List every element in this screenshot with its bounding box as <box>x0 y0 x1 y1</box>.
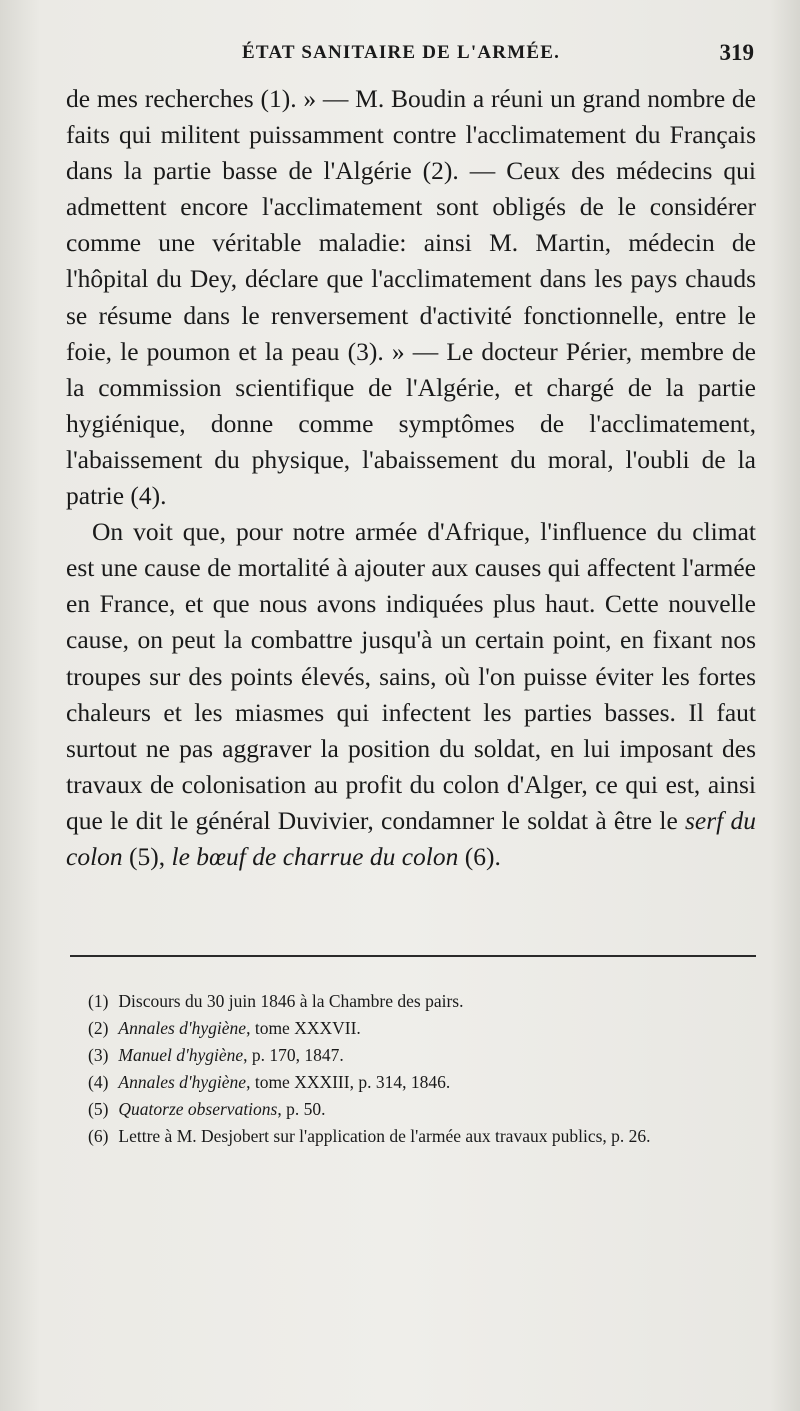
italic-phrase-serf: serf du colon <box>66 805 756 871</box>
paragraph-2 <box>66 514 756 875</box>
italic-phrase-boeuf: le bœuf de charrue du colon <box>171 841 459 871</box>
footnote-number: (4) <box>88 1072 109 1092</box>
footnote-title: Quatorze observations <box>118 1099 278 1119</box>
paragraph-1: de mes recherches (1). » — M. Boudin a réuni un grand nombre de faits qui militent puissamment contre l'acclimatement du Français dans la partie basse de l'Algérie (2). — Ceux des médecins qui admettent encore l'acclimatement sont obligés de le considérer comme une véritable maladie: ainsi M. Martin, médecin de l'hôpital du Dey, déclare que l'acclimatement dans les pays chauds se résume dans le renversement d'activité fonctionnelle, entre le foie, le poumon et la peau (3). » — Le docteur Périer, membre de la commission scientifique de l'Algérie, et chargé de la partie hygiénique, donne comme symptômes de l'acclimatement, l'abaissement du physique, l'abaissement du moral, l'oubli de la patrie (4). <box>66 84 756 511</box>
footnote-title: Annales d'hygiène <box>118 1072 247 1092</box>
footnote-number: (2) <box>88 1018 109 1038</box>
footnote-6 <box>88 1123 758 1150</box>
footnote-4 <box>88 1069 758 1096</box>
footnote-text: , tome XXXVII. <box>246 1018 361 1038</box>
footnote-rule <box>70 955 756 957</box>
footnote-number: (1) <box>88 991 109 1011</box>
footnote-title: Annales d'hygiène <box>118 1018 247 1038</box>
footnote-3 <box>88 1042 758 1069</box>
main-text <box>66 81 756 875</box>
footnote-text: , p. 170, 1847. <box>243 1045 344 1065</box>
paragraph-2-ref6: (6). <box>458 841 501 871</box>
footnote-title: Manuel d'hygiène <box>118 1045 244 1065</box>
footnote-2 <box>88 1015 758 1042</box>
paragraph-2-ref5: (5), <box>122 841 172 871</box>
footnote-1 <box>88 988 758 1015</box>
footnote-5 <box>88 1096 758 1123</box>
page-header <box>70 42 760 78</box>
paragraph-2-text: On voit que, pour notre armée d'Afrique, l'influence du climat est une cause de mortalité à ajouter aux causes qui affectent l'armée en France, et que nous avons indiquées plus haut. Cette nouvelle cause, on peut la combattre jusqu'à un certain point, en fixant nos troupes sur des points élevés, sains, où l'on puisse éviter les fortes chaleurs et les miasmes qui infectent les parties basses. Il faut surtout ne pas aggraver la position du soldat, en lui imposant des travaux de colonisation au profit du colon d'Alger, ce qui est, ainsi que le dit le général Duvivier, condamner le soldat à être le <box>66 517 756 835</box>
running-title: ÉTAT SANITAIRE DE L'ARMÉE. <box>242 42 561 63</box>
footnote-number: (6) <box>88 1126 109 1146</box>
footnote-number: (5) <box>88 1099 109 1119</box>
footnote-text: Discours du 30 juin 1846 à la Chambre des pairs. <box>118 991 464 1011</box>
footnote-text: , tome XXXIII, p. 314, 1846. <box>246 1072 451 1092</box>
footnote-number: (3) <box>88 1045 109 1065</box>
page-number: 319 <box>719 40 754 65</box>
footnote-text: Lettre à M. Desjobert sur l'application de l'armée aux travaux publics, p. 26. <box>118 1126 651 1146</box>
footnote-text: , p. 50. <box>277 1099 326 1119</box>
footnotes <box>88 988 758 1150</box>
